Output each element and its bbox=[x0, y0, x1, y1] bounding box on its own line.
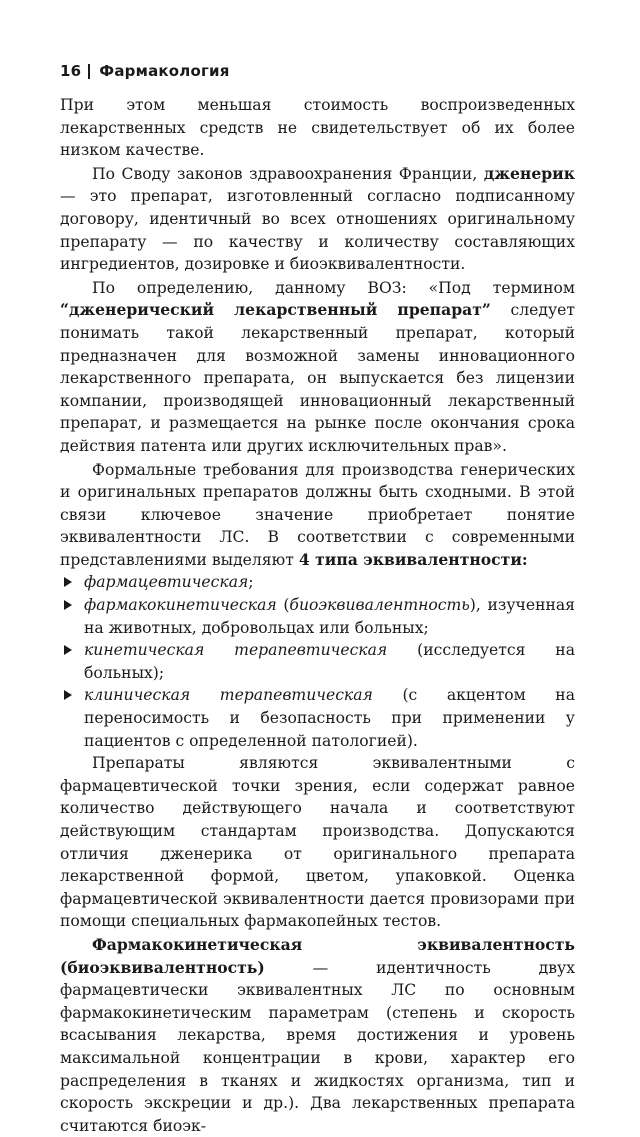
type-name: фармацевтическая bbox=[84, 573, 249, 592]
section-title: Фармакология bbox=[99, 62, 230, 80]
type-alt-name: биоэквивалентность bbox=[289, 596, 470, 615]
paragraph-pharma-equivalence: Препараты являются эквивалентными с фармацевтической точки зрения, если содержат равное количество действующего начала и соответствуют действующим стандартам производства. Допускаются отличия дженерика от оригинального препарата лекарственной формой, цветом, упаковкой. Оценка фармацевтической эквивалентности дается провизорами при помощи специальных фармакопейных тестов. bbox=[60, 754, 575, 931]
triangle-bullet-icon bbox=[64, 600, 72, 610]
type-desc: ), изученная на животных, добровольцах или больных; bbox=[84, 596, 575, 637]
types-heading: 4 типа эквивалентности: bbox=[298, 549, 528, 569]
body-text bbox=[60, 94, 575, 1137]
type-desc: (с акцентом на переносимость и безопасность при применении у пациентов с определенной патологией). bbox=[84, 686, 575, 750]
p2-lead: По Своду законов здравоохранения Франции, bbox=[92, 164, 484, 183]
page-number: 16 bbox=[60, 62, 82, 80]
running-header bbox=[60, 62, 230, 80]
list-item bbox=[60, 594, 575, 639]
paragraph-cost: При этом меньшая стоимость воспроизведенных лекарственных средств не свидетельствует об их более низком качестве. bbox=[60, 96, 575, 160]
type-name: клиническая терапевтическая bbox=[84, 686, 373, 705]
p3-rest: следует понимать такой лекарственный препарат, который предназначен для возможной замены инновационного лекарственного препарата, он выпускается без лицензии компании, производящей инновационный лекарственный препарат, и размещается на рынке после окончания срока действия патента или других исключительных прав». bbox=[60, 301, 575, 455]
paragraph-requirements bbox=[60, 459, 575, 572]
type-paren: ( bbox=[276, 596, 290, 615]
term-generic: дженерик bbox=[483, 163, 575, 183]
type-name: фармакокинетическая bbox=[84, 596, 277, 615]
equivalence-types-list bbox=[60, 571, 575, 752]
type-desc: ; bbox=[248, 573, 254, 592]
type-desc: (исследуется на больных); bbox=[84, 641, 575, 682]
list-item bbox=[60, 571, 575, 594]
p6-rest: — идентичность двух фармацевтически эквивалентных ЛС по основным фармакокинетическим параметрам (степень и скорость всасывания лекарства, время достижения и уровень максимальной концентрации в крови, характер его распределения в тканях и жидкостях организма, тип и скорость экскреции и др.). Два лекарственных препарата считаются биоэк- bbox=[60, 958, 575, 1135]
triangle-bullet-icon bbox=[64, 577, 72, 587]
p2-rest: — это препарат, изготовленный согласно подписанному договору, идентичный во всех отношениях оригинальному препарату — по качеству и количеству составляющих ингредиентов, дозировке и биоэквивалентности. bbox=[60, 187, 575, 274]
triangle-bullet-icon bbox=[64, 645, 72, 655]
paragraph-bioequivalence bbox=[60, 934, 575, 1137]
paragraph-who-definition bbox=[60, 277, 575, 458]
header-divider bbox=[88, 64, 90, 79]
term-bioequivalence: Фармакокинетическая эквивалентность (биоэквивалентность) bbox=[60, 934, 575, 977]
p4-lead: Формальные требования для производства генерических и оригинальных препаратов должны быть сходными. В этой связи ключевое значение приобретает понятие эквивалентности ЛС. В соответствии с современными представлениями выделяют bbox=[60, 460, 575, 569]
paragraph-france-definition bbox=[60, 163, 575, 276]
list-item bbox=[60, 639, 575, 684]
p3-lead: По определению, данному ВОЗ: «Под термином bbox=[92, 278, 575, 297]
list-item bbox=[60, 684, 575, 752]
triangle-bullet-icon bbox=[64, 690, 72, 700]
term-generic-drug: “дженерический лекарственный препарат” bbox=[60, 300, 491, 320]
type-name: кинетическая терапевтическая bbox=[84, 641, 388, 660]
